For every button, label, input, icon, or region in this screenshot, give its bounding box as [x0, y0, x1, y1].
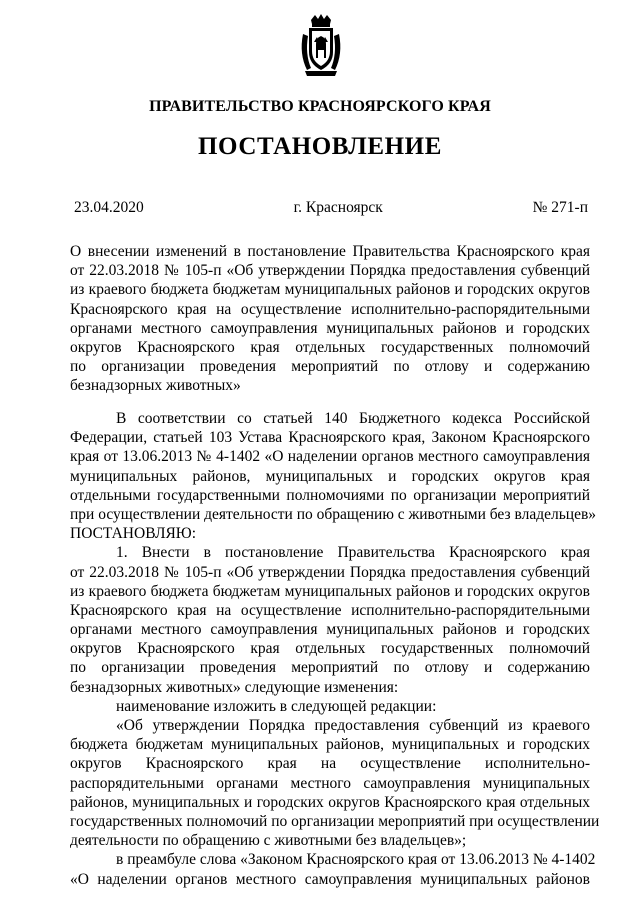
body-line: 1. Внести в постановление Правительства Красноярского края — [116, 544, 590, 562]
body-line: наименование изложить в следующей редакции: — [116, 697, 437, 715]
body-line: «О наделении органов местного самоуправления муниципальных районов — [70, 870, 590, 888]
document-body — [70, 409, 600, 889]
body-line: органами местного самоуправления муниципальных районов и городских — [70, 621, 590, 639]
organization-title: ПРАВИТЕЛЬСТВО КРАСНОЯРСКОГО КРАЯ — [149, 98, 491, 115]
document-subject — [70, 242, 590, 396]
document-number: № 271-п — [532, 199, 588, 216]
subject-line: Красноярского края на осуществление исполнительно-распорядительными — [70, 300, 590, 318]
document-type-title: ПОСТАНОВЛЕНИЕ — [197, 133, 443, 160]
subject-line: органами местного самоуправления муниципальных районов и городских — [70, 319, 590, 337]
body-line: районов, муниципальных и городских округов Красноярского края отдельных — [70, 793, 590, 811]
body-line: «Об утверждении Порядка предоставления субвенций из краевого — [116, 717, 590, 734]
body-line: в преамбуле слова «Законом Красноярского края от 13.06.2013 № 4-1402 — [116, 851, 596, 869]
body-line: округов Красноярского края на осуществление исполнительно- — [70, 755, 590, 773]
body-line: Федерации, статьей 103 Устава Красноярского края, Законом Красноярского — [70, 429, 590, 447]
body-line: от 22.03.2018 № 105-п «Об утверждении Порядка предоставления субвенций — [70, 563, 590, 581]
subject-line: от 22.03.2018 № 105-п «Об утверждении Порядка предоставления субвенций — [70, 262, 590, 280]
body-line: по организации проведения мероприятий по отлову и содержанию — [70, 659, 590, 677]
subject-line: по организации проведения мероприятий по отлову и содержанию — [70, 358, 590, 376]
subject-line: безнадзорных животных» — [70, 377, 241, 395]
body-line: деятельности по обращению с животными без владельцев»; — [70, 832, 467, 850]
document-city: г. Красноярск — [293, 199, 383, 216]
subject-line: О внесении изменений в постановление Правительства Красноярского края — [70, 243, 590, 260]
body-line: безнадзорных животных» следующие изменения: — [70, 678, 399, 696]
body-line: Красноярского края на осуществление исполнительно-распорядительными — [70, 601, 590, 619]
body-line: муниципальных районов, муниципальных и городских округов края — [70, 467, 590, 485]
body-line: отдельными государственными полномочиями по организации мероприятий — [70, 486, 590, 504]
body-line: края от 13.06.2013 № 4-1402 «О наделении органов местного самоуправления — [70, 448, 590, 466]
document-date: 23.04.2020 — [74, 199, 144, 216]
subject-line: из краевого бюджета бюджетам муниципальных районов и городских округов — [70, 281, 590, 299]
body-line: государственных полномочий по организации мероприятий при осуществлении — [70, 812, 600, 830]
document-meta-row — [74, 199, 588, 217]
body-line: В соответствии со статьей 140 Бюджетного кодекса Российской — [116, 410, 590, 427]
resolution-keyword: ПОСТАНОВЛЯЮ: — [70, 525, 197, 543]
body-line: при осуществлении деятельности по обращению с животными без владельцев» — [70, 505, 597, 523]
subject-line: округов Красноярского края отдельных государственных полномочий — [70, 338, 590, 356]
krasnoyarsk-coat-of-arms-icon — [297, 14, 345, 78]
body-line: распорядительными органами местного самоуправления муниципальных — [70, 774, 590, 792]
body-line: из краевого бюджета бюджетам муниципальных районов и городских округов — [70, 582, 590, 600]
body-line: бюджета бюджетам муниципальных районов, муниципальных и городских — [70, 736, 590, 754]
body-line: округов Красноярского края отдельных государственных полномочий — [70, 640, 590, 658]
